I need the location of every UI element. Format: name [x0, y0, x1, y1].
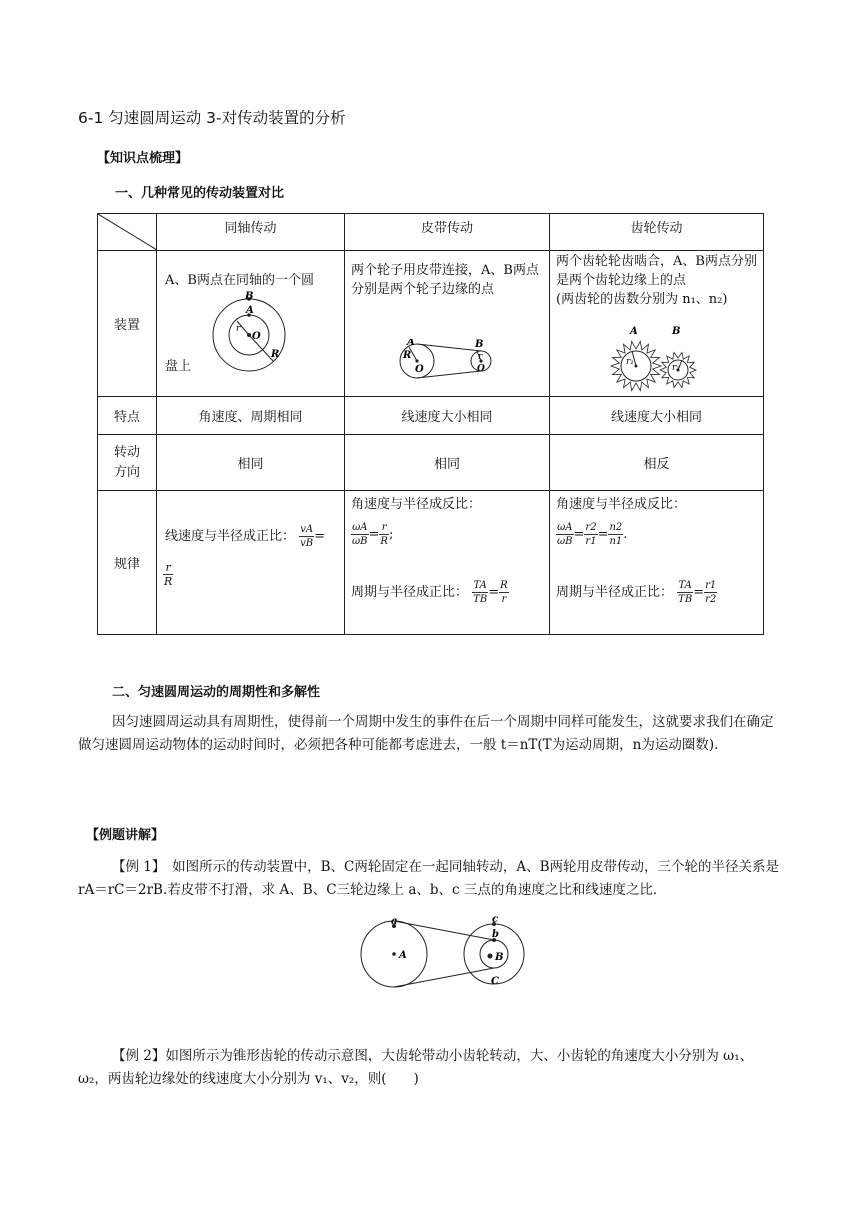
direction-label-2: 方向: [113, 464, 140, 480]
label-A: A: [246, 305, 254, 316]
belt-label-O2: O: [477, 364, 485, 374]
cell-coaxial-law: 线速度与半径成正比： $\frac{vA}{vB}$ = $\frac{r}{R}$: [157, 491, 345, 635]
gear-label-r2: r₂: [672, 363, 680, 373]
ex1-label-a: a: [391, 916, 398, 927]
periodicity-paragraph: 因匀速圆周运动具有周期性，使得前一个周期中发生的事件在后一个周期中同样可能发生，这就要求我们在确定做匀速圆周运动物体的运动时间时，必须把各种可能都考虑进去，一般 t＝nT(T为运动周期，n为运动圈数)．: [78, 714, 774, 753]
gear-label-A: A: [630, 326, 638, 337]
gear-law-text-1: 角速度与半径成反比：: [556, 497, 687, 512]
label-O: O: [252, 331, 261, 342]
fraction-vA-vB: $\frac{vA}{vB}$: [300, 524, 314, 549]
fraction-wA-wB-gear: $\frac{\omega A}{\omega B}$: [557, 522, 573, 547]
example-2-text: 如图所示为锥形齿轮的传动示意图，大齿轮带动小齿轮转动，大、小齿轮的角速度大小分别为 ω₁、 ω₂，两齿轮边缘处的线速度大小分别为 v₁、v₂，则( ): [78, 1048, 754, 1087]
ex1-label-c: c: [492, 916, 499, 925]
table-row-feature: [98, 397, 764, 435]
belt-label-B: B: [475, 339, 484, 350]
section-examples-heading: 【例题讲解】: [86, 828, 165, 843]
header-coaxial: 同轴传动: [157, 214, 345, 251]
fraction-r1-r2: $\frac{r1}{r2}$: [705, 580, 717, 605]
fraction-TA-TB: $\frac{TA}{TB}$: [473, 580, 488, 605]
cell-coaxial-device: [157, 251, 345, 397]
row-label-direction: [98, 435, 157, 491]
page-title: 6-1 匀速圆周运动 3-对传动装置的分析: [78, 109, 346, 127]
fraction-wA-wB: $\frac{\omega A}{\omega B}$: [352, 522, 368, 547]
ex1-label-b: b: [492, 929, 499, 940]
table-row-law: [98, 491, 764, 635]
coaxial-device-text: A、B两点在同轴的一个圆: [165, 273, 314, 288]
ex1-label-A: A: [399, 950, 407, 961]
coaxial-law-text: 线速度与半径成正比：: [165, 529, 296, 544]
row-label-law: 规律: [98, 491, 157, 635]
coaxial-diagram: [207, 291, 291, 375]
example-1-text: 如图所示的传动装置中，B、C两轮固定在一起同轴转动，A、B两轮用皮带传动，三个轮的半径关系是 rA＝rC＝2rB.若皮带不打滑，求 A、B、C三轮边缘上 a、b、c 三点的角速度之比和线速度之比．: [78, 859, 780, 898]
gear-device-text-2: (两齿轮的齿数分别为 n₁、n₂): [556, 292, 728, 307]
example-1-label: 【例 1】: [112, 859, 159, 875]
example-1: [78, 856, 784, 902]
gear-label-r1: r₁: [626, 357, 634, 367]
label-B: B: [245, 291, 254, 302]
table-row-device: [98, 251, 764, 397]
fraction-r-R: $\frac{r}{R}$: [164, 561, 173, 588]
fraction-R-r: $\frac{R}{r}$: [500, 580, 508, 605]
cell-belt-device: [345, 251, 550, 397]
fraction-r-R-belt: $\frac{r}{R}$: [380, 522, 388, 547]
heading-transmission-comparison: 一、几种常见的传动装置对比: [115, 186, 285, 201]
fraction-TA-TB-gear: $\frac{TA}{TB}$: [678, 580, 693, 605]
cell-gear-law: 角速度与半径成反比： $\frac{\omega A}{\omega B}$ = $\frac{r2}{r1}$ = $\frac{n2}{n1}$ . 周期与半径成正比： $\frac{TA}{TB}$ = $\frac{r1}{r2}$: [550, 491, 764, 635]
table-header-row: [98, 214, 764, 251]
belt-label-A: A: [407, 339, 415, 348]
cell-belt-law: 角速度与半径成反比： $\frac{\omega A}{\omega B}$ = $\frac{r}{R}$ ; 周期与半径成正比： $\frac{TA}{TB}$ = $\frac{R}{r}$: [345, 491, 550, 635]
fraction-n2-n1: $\frac{n2}{n1}$: [609, 522, 623, 547]
heading-periodicity: 二、匀速圆周运动的周期性和多解性: [112, 685, 321, 700]
example-2-label: 【例 2】: [112, 1048, 166, 1064]
row-label-feature: 特点: [98, 397, 157, 435]
diagonal-line: [98, 214, 157, 250]
gear-law-text-2: 周期与半径成正比：: [556, 585, 674, 600]
table-row-direction: [98, 435, 764, 491]
belt-law-text-1: 角速度与半径成反比：: [351, 497, 482, 512]
gear-feature: 线速度大小相同: [550, 397, 764, 435]
direction-label-1: 转动: [113, 444, 140, 460]
belt-diagram: [395, 339, 505, 387]
ex1-label-C: C: [491, 976, 499, 987]
cell-gear-device: [550, 251, 764, 397]
belt-law-text-2: 周期与半径成正比：: [351, 585, 469, 600]
belt-label-O1: O: [415, 364, 424, 375]
belt-label-R: R: [403, 350, 412, 361]
belt-label-r: r: [478, 352, 483, 362]
transmission-comparison-table: [97, 213, 764, 635]
header-gear: 齿轮传动: [550, 214, 764, 251]
label-R: R: [271, 349, 280, 360]
fraction-r2-r1: $\frac{r2}{r1}$: [585, 522, 597, 547]
coaxial-device-text-2: 盘上: [165, 359, 192, 374]
example-1-diagram: [358, 916, 528, 990]
ex1-label-B: B: [495, 952, 504, 963]
belt-direction: 相同: [345, 435, 550, 491]
label-r: r: [236, 324, 241, 334]
belt-feature: 线速度大小相同: [345, 397, 550, 435]
gear-diagram: [608, 326, 708, 392]
gear-label-B: B: [672, 326, 681, 337]
section-knowledge-heading: 【知识点梳理】: [97, 151, 189, 166]
diagonal-header-cell: [98, 214, 157, 251]
gear-device-text: 两个齿轮轮齿啮合，A、B两点分别是两个齿轮边缘上的点: [556, 254, 757, 288]
example-2: [78, 1045, 784, 1091]
belt-device-text: 两个轮子用皮带连接，A、B两点分别是两个轮子边缘的点: [351, 263, 539, 297]
coaxial-direction: 相同: [157, 435, 345, 491]
row-label-device: 装置: [98, 251, 157, 397]
coaxial-feature: 角速度、周期相同: [157, 397, 345, 435]
gear-direction: 相反: [550, 435, 764, 491]
header-belt: 皮带传动: [345, 214, 550, 251]
